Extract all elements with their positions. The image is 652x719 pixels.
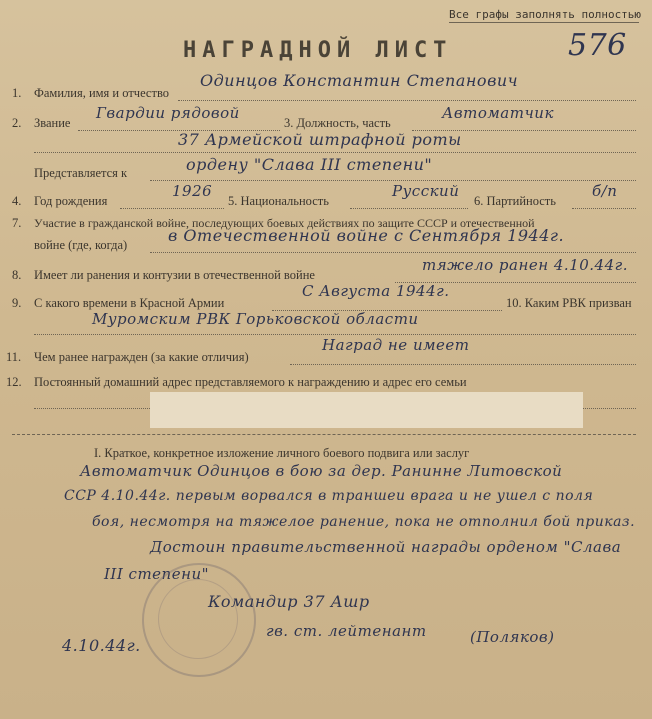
unit-line (34, 152, 636, 153)
rank-value: Гвардии рядовой (96, 104, 240, 122)
fio-label: Фамилия, имя и отчество (34, 86, 170, 100)
nationality-line (350, 208, 468, 209)
section-heading: I. Краткое, конкретное изложение личного боевого подвига или заслуг (94, 446, 470, 460)
commander-name: (Поляков) (470, 628, 555, 646)
birth-year-value: 1926 (172, 182, 213, 200)
row-number-12: 12. (6, 375, 22, 389)
row-number-1: 1. (12, 86, 22, 100)
note-underline (449, 22, 639, 23)
home-address-label: Постоянный домашний адрес представляемого к награждению и адрес его семьи (34, 375, 467, 389)
document-title: НАГРАДНОЙ ЛИСТ (183, 38, 453, 63)
row-number-4: 4. (12, 194, 22, 208)
sign-date: 4.10.44г. (62, 636, 141, 655)
row-number-7: 7. (12, 216, 22, 230)
rank-label: Звание (34, 116, 71, 130)
commander-title: Командир 37 Ашр (208, 592, 370, 611)
presented-value: ордену "Слава III степени" (186, 155, 433, 174)
fill-all-note: Все графы заполнять полностью (449, 8, 642, 21)
feat-line-2: ССР 4.10.44г. первым ворвался в траншеи врага и не ушел с поля (64, 488, 594, 504)
party-value: б/п (592, 182, 618, 200)
row-number-2: 2. (12, 116, 22, 130)
birth-year-line (120, 208, 224, 209)
birth-year-label: Год рождения (34, 194, 108, 208)
party-label: 6. Партийность (474, 194, 556, 208)
fio-value: Одинцов Константин Степанович (200, 71, 519, 90)
party-line (572, 208, 636, 209)
feat-line-3: боя, несмотря на тяжелое ранение, пока не отполнил бой приказ. (92, 514, 636, 530)
wounds-value: тяжело ранен 4.10.44г. (422, 256, 628, 274)
prior-awards-value: Наград не имеет (322, 336, 470, 354)
rvk-label: 10. Каким РВК призван (506, 296, 632, 310)
war-participation-label: Участие в гражданской войне, последующих боевых действиях по защите СССР и отечественной (34, 216, 535, 230)
prior-awards-line (290, 364, 636, 365)
war-participation-value: в Отечественной войне с Сентября 1944г. (168, 226, 565, 245)
stamp-inner-ring (158, 579, 238, 659)
unit-value: 37 Армейской штрафной роты (178, 130, 462, 149)
rvk-value: Муромским РВК Горьковской области (92, 310, 419, 328)
prior-awards-label: Чем ранее награжден (за какие отличия) (34, 350, 249, 364)
feat-line-1: Автоматчик Одинцов в бою за дер. Ранинне Литовской (80, 462, 563, 480)
war-participation-label-2: войне (где, когда) (34, 238, 128, 252)
army-since-value: С Августа 1944г. (302, 282, 450, 300)
commander-rank: гв. ст. лейтенант (266, 622, 427, 640)
rvk-line (34, 334, 636, 335)
section-divider (12, 434, 636, 435)
position-label: 3. Должность, часть (284, 116, 391, 130)
row-number-9: 9. (12, 296, 22, 310)
wounds-label: Имеет ли ранения и контузии в отечественной войне (34, 268, 315, 282)
feat-line-5: III степени" (104, 565, 210, 583)
position-value: Автоматчик (442, 104, 554, 122)
corner-number: 576 (568, 28, 627, 63)
feat-line-4: Достоин правительственной награды орденом "Слава (150, 538, 622, 556)
presented-line (150, 180, 636, 181)
nationality-value: Русский (392, 182, 460, 200)
redaction-block (150, 392, 583, 428)
nationality-label: 5. Национальность (228, 194, 329, 208)
row-number-8: 8. (12, 268, 22, 282)
row-number-11: 11. (6, 350, 22, 364)
presented-label: Представляется к (34, 166, 128, 180)
fio-line (178, 100, 636, 101)
war-participation-line (150, 252, 636, 253)
army-since-label: С какого времени в Красной Армии (34, 296, 225, 310)
